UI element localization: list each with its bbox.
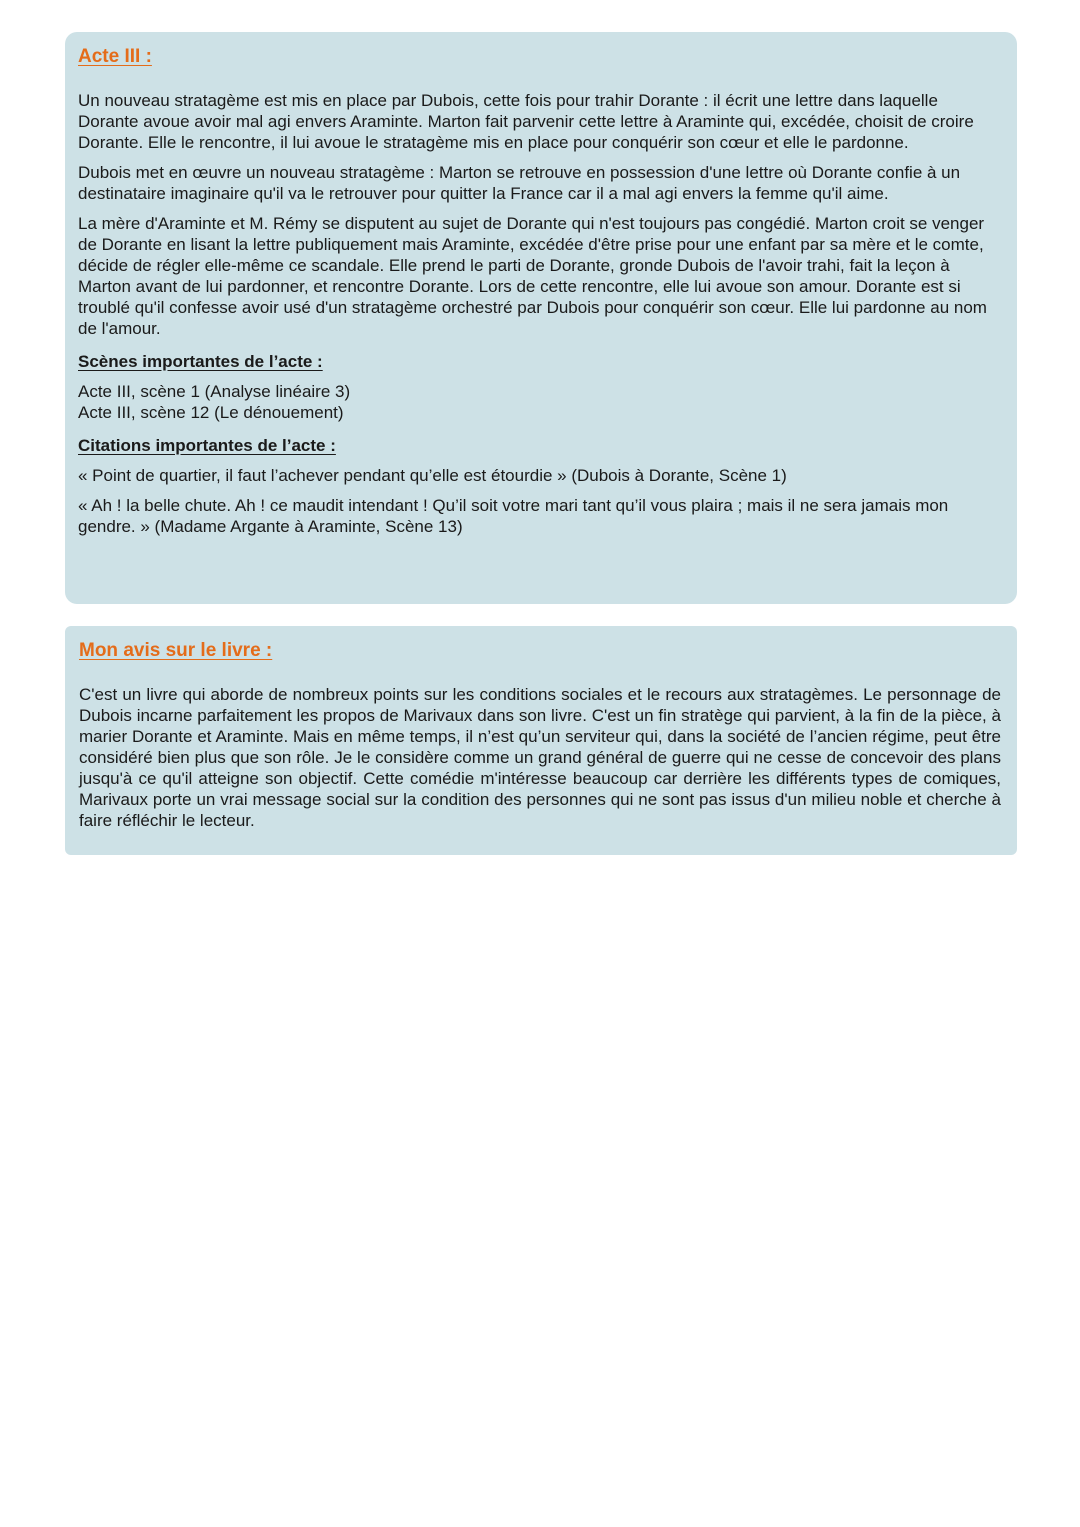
acte-3-summary-paragraph-1: Un nouveau stratagème est mis en place par Dubois, cette fois pour trahir Dorante : il écrit une lettre dans laquelle Dorante avoue avoir mal agi envers Araminte. Marton fait parvenir cette lettre à Araminte qui, excédée, choisit de croire Dorante. Elle le rencontre, il lui avoue le stratagème mis en place pour conquérir son cœur et elle le pardonne. xyxy=(78,91,974,152)
acte-3-summary-paragraph-3: La mère d'Araminte et M. Rémy se disputent au sujet de Dorante qui n'est toujours pas congédié. Marton croit se venger de Dorante en lisant la lettre publiquement mais Araminte, excédée d'être prise pour une enfant par sa mère et le comte, décide de régler elle-même ce scandale. Elle prend le parti de Dorante, gronde Dubois de l'avoir trahi, fait la leçon à Marton avant de lui pardonner, et rencontre Dorante. Lors de cette rencontre, elle lui avoue son amour. Dorante est si troublé qu'il confesse avoir usé d'un stratagème orchestré par Dubois pour conquérir son cœur. Elle lui pardonne au nom de l'amour. xyxy=(78,214,987,338)
quote-2: « Ah ! la belle chute. Ah ! ce maudit intendant ! Qu’il soit votre mari tant qu’il vous plaira ; mais il ne sera jamais mon gendre. » (Madame Argante à Araminte, Scène 13) xyxy=(78,496,949,536)
scene-item-1: Acte III, scène 1 (Analyse linéaire 3) xyxy=(78,382,351,401)
acte-3-title: Acte III : xyxy=(78,46,152,67)
acte-3-title-wrap xyxy=(78,44,1001,70)
acte-3-summary-paragraph-2: Dubois met en œuvre un nouveau stratagème : Marton se retrouve en possession d'une lettre où Dorante confie à un destinataire imaginaire qu'il va le retrouver pour quitter la France car il a mal agi envers la femme qu'il aime. xyxy=(78,163,961,203)
scene-item-2: Acte III, scène 12 (Le dénouement) xyxy=(78,403,344,422)
avis-text: C'est un livre qui aborde de nombreux points sur les conditions sociales et le recours aux stratagèmes. Le personnage de Dubois incarne parfaitement les propos de Marivaux dans son livre. C'est un fin stratège qui parvient, à la fin de la pièce, à marier Dorante et Araminte. Mais en même temps, il n’est qu’un serviteur qui, dans la société de l’ancien régime, peut être considéré bien plus que son rôle. Je le considère comme un grand général de guerre qui ne cesse de concevoir des plans jusqu'à ce qu'il atteigne son objectif. Cette comédie m'intéresse beaucoup car derrière les différents types de comiques, Marivaux porte un vrai message social sur la condition des personnes qui ne sont pas issus d'un milieu noble et cherche à faire réfléchir le lecteur. xyxy=(79,685,1001,830)
quote-1: « Point de quartier, il faut l’achever pendant qu’elle est étourdie » (Dubois à Dorante, Scène 1) xyxy=(78,466,787,485)
acte-3-card xyxy=(65,32,1017,604)
avis-card xyxy=(65,626,1017,855)
avis-title-wrap xyxy=(79,638,1001,664)
scenes-list xyxy=(78,381,1001,423)
scenes-heading: Scènes importantes de l’acte : xyxy=(78,352,323,371)
avis-title: Mon avis sur le livre : xyxy=(79,640,273,661)
quotes-heading: Citations importantes de l’acte : xyxy=(78,436,336,455)
